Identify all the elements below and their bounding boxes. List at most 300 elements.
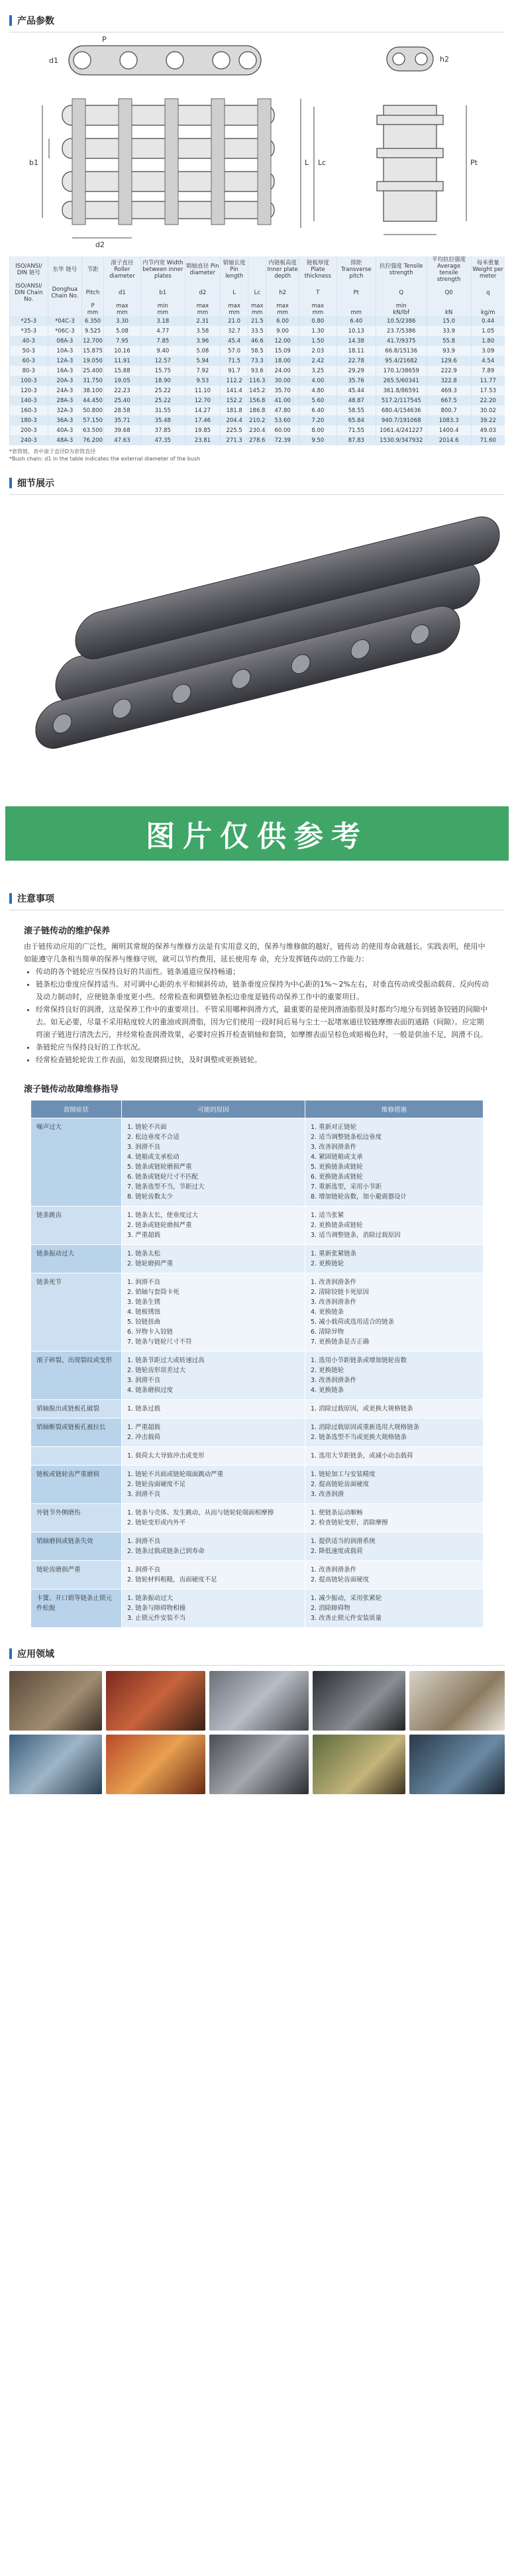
section-params-title	[9, 9, 505, 32]
spec-head-cell: 内链板高度 Inner plate depth	[266, 256, 299, 283]
fault-symptom: 销轴磨损或链条失效	[31, 1532, 122, 1561]
spec-cell: 12.57	[140, 356, 185, 366]
spec-cell: 48.87	[336, 396, 376, 405]
spec-cell: 7.89	[471, 366, 505, 376]
spec-cell: 41.7/9375	[376, 336, 427, 346]
section-params-label: 产品参数	[17, 16, 54, 27]
spec-cell: 93.9	[427, 346, 471, 356]
fault-symptom: 销轴脱出或链板孔破裂	[31, 1400, 122, 1419]
spec-cell: 17.53	[471, 386, 505, 396]
spec-cell: 71.5	[221, 356, 248, 366]
spec-cell: 2.31	[185, 316, 220, 326]
spec-head-cell: 滚子直径 Roller diameter	[103, 256, 140, 283]
spec-cell: 41.00	[266, 396, 299, 405]
spec-head-cell: kN/lbf	[376, 309, 427, 316]
spec-row	[10, 346, 505, 356]
fault-row	[31, 1447, 484, 1466]
spec-row	[10, 425, 505, 435]
spec-row	[10, 336, 505, 346]
spec-head-cell: 节距	[82, 256, 104, 283]
header-fixes: 维修措施	[305, 1100, 484, 1118]
fault-symptom: 卡簧、开口销等链条止锁元件松脱	[31, 1589, 122, 1628]
chain-drawing-svg	[9, 32, 505, 251]
fault-row	[31, 1273, 484, 1352]
label-L: L	[305, 158, 309, 167]
fault-symptom: 链板或链轮齿严重磨损	[31, 1466, 122, 1504]
spec-cell: *04C-3	[48, 316, 82, 326]
spec-cell: 31.750	[82, 376, 104, 386]
section-notes-label: 注意事项	[17, 894, 54, 904]
fault-fixes: 1. 链轮加工与安装精度 2. 提高链轮齿面硬度 3. 改善润滑	[305, 1466, 484, 1504]
spec-head-cell: max	[266, 303, 299, 309]
spec-cell: 35.76	[336, 376, 376, 386]
spec-cell: 35.71	[103, 415, 140, 425]
fault-fixes: 1. 选用小节距链条或增加链轮齿数 2. 更换链轮 3. 改善润滑条件 4. 更换链条	[305, 1352, 484, 1400]
spec-head-cell: b1	[140, 283, 185, 303]
fault-symptom: 噪声过大	[31, 1118, 122, 1207]
fault-causes: 1. 链条节距过大或转速过高 2. 链轮齿形误差过大 3. 润滑不良 4. 链条磨损过度	[122, 1352, 305, 1400]
maintenance-bullets	[24, 965, 490, 1066]
maintenance-bullet: • 条链轮应当保持良好的工作状况。	[36, 1041, 490, 1053]
spec-cell: 2.42	[299, 356, 336, 366]
spec-cell: *06C-3	[48, 326, 82, 336]
spec-head-cell	[427, 303, 471, 309]
fault-causes: 1. 润滑不良 2. 链轮材料粗糙，齿面硬度不足	[122, 1561, 305, 1589]
spec-head-cell: kg/m	[471, 309, 505, 316]
title-bar	[9, 893, 12, 904]
fault-causes: 1. 链条过载	[122, 1400, 305, 1419]
spec-cell: 15.09	[266, 346, 299, 356]
spec-cell: 22.78	[336, 356, 376, 366]
spec-cell: 181.8	[221, 405, 248, 415]
spec-row	[10, 386, 505, 396]
spec-cell: 19.85	[185, 425, 220, 435]
spec-row	[10, 326, 505, 336]
fault-row	[31, 1532, 484, 1561]
spec-cell: 140-3	[10, 396, 48, 405]
spec-head-cell: 每米重量 Weight per meter	[471, 256, 505, 283]
spec-note	[9, 448, 505, 462]
spec-cell: 12.00	[266, 336, 299, 346]
spec-cell: 6.00	[266, 316, 299, 326]
spec-cell: 30.00	[266, 376, 299, 386]
maintenance-bullet: • 链条松边垂度应保持适当。对可调中心距的水平和倾斜传动，链条垂度应保持为中心距的1%～2%左右，对垂直传动或受振动载荷、反向传动及动力制动时，应使链条垂度更小些。经常检查和调整链条松边垂度是链传动保养工作中的重要项目。	[36, 978, 490, 1003]
spec-row	[10, 356, 505, 366]
spec-cell: 29.29	[336, 366, 376, 376]
spec-row	[10, 435, 505, 445]
spec-cell: 53.60	[266, 415, 299, 425]
spec-cell: 23.81	[185, 435, 220, 445]
application-photo	[409, 1735, 505, 1794]
fault-fixes: 1. 选用大节距链条，或减小动态载荷	[305, 1447, 484, 1466]
spec-head-cell: mm	[103, 309, 140, 316]
fault-causes: 1. 链轮不共面或链轮端面跳动严重 2. 链轮齿面硬度不足 3. 润滑不良	[122, 1466, 305, 1504]
spec-row	[10, 366, 505, 376]
spec-cell: 3.18	[140, 316, 185, 326]
spec-cell: 186.8	[248, 405, 266, 415]
spec-head-cell: 平均抗拉强度 Average tensile strength	[427, 256, 471, 283]
spec-cell: 222.9	[427, 366, 471, 376]
section-detail-label: 细节展示	[17, 478, 54, 489]
spec-head-cell: max	[248, 303, 266, 309]
spec-cell: 180-3	[10, 415, 48, 425]
fault-symptom: 链条死节	[31, 1273, 122, 1352]
fault-fixes: 1. 使链条运动顺畅 2. 检查链轮变形，消除摩擦	[305, 1504, 484, 1532]
spec-cell: 95.4/21682	[376, 356, 427, 366]
spec-cell: 19.050	[82, 356, 104, 366]
section-apps-title	[9, 1642, 505, 1665]
spec-cell: 18.00	[266, 356, 299, 366]
spec-head-cell: h2	[266, 283, 299, 303]
spec-cell: 22.23	[103, 386, 140, 396]
spec-cell: 47.63	[103, 435, 140, 445]
spec-head-cell: Lc	[248, 283, 266, 303]
spec-cell: 12.70	[185, 396, 220, 405]
spec-row	[10, 316, 505, 326]
spec-cell: 76.200	[82, 435, 104, 445]
fault-fixes: 1. 消除过载原因，或更换大规格链条	[305, 1400, 484, 1419]
spec-head-cell: P	[82, 303, 104, 309]
spec-cell: 12A-3	[48, 356, 82, 366]
spec-head-cell: mm	[140, 309, 185, 316]
fault-fixes: 1. 改善润滑条件 2. 清除铰链卡死原因 3. 改善润滑条件 4. 更换链条 5. 减小载荷或选用适合的链条 6. 清除异物 7. 更换链条是否正确	[305, 1273, 484, 1352]
spec-cell: 200-3	[10, 425, 48, 435]
spec-cell: 35.48	[140, 415, 185, 425]
spec-head-cell	[336, 303, 376, 309]
spec-head-cell: max	[299, 303, 336, 309]
chain-photo	[9, 495, 505, 786]
spec-cell: 66.8/15136	[376, 346, 427, 356]
maintenance-intro: 由于链传动应用的广泛性，阐明其常规的保养与维修方法是有实用意义的，保养与维修做的越好，链传动 的使用寿命就越长。实践表明，使用中如能遵守几条相当简单的保养与维修守则，就可以节约费用，延长使用寿 命，充分发挥链传动的工作能力：	[24, 942, 486, 963]
spec-head-cell: ISO/ANSI/ DIN Chain No.	[10, 283, 48, 303]
spec-head-cell: mm	[82, 309, 104, 316]
fault-causes: 1. 严重超载 2. 冲击载荷	[122, 1419, 305, 1447]
spec-cell: 50-3	[10, 346, 48, 356]
spec-head-cell: mm	[299, 309, 336, 316]
spec-cell: 25.40	[103, 396, 140, 405]
fault-row	[31, 1504, 484, 1532]
label-b1: b1	[29, 158, 38, 167]
spec-cell: 116.3	[248, 376, 266, 386]
spec-cell: 0.80	[299, 316, 336, 326]
spec-cell: 19.05	[103, 376, 140, 386]
spec-cell: 469.3	[427, 386, 471, 396]
fault-fixes: 1. 重新张紧链条 2. 更换链轮	[305, 1245, 484, 1273]
spec-head-cell: mm	[248, 309, 266, 316]
spec-cell: 225.5	[221, 425, 248, 435]
spec-cell: 18.90	[140, 376, 185, 386]
spec-cell: 15.88	[103, 366, 140, 376]
fault-row	[31, 1352, 484, 1400]
section-apps-label: 应用领域	[17, 1649, 54, 1660]
spec-cell: 210.2	[248, 415, 266, 425]
maintenance-bullet: • 经常保持良好的润滑，这是保养工作中的重要项目。不管采用哪种润滑方式，最重要的是使润滑油脂很及时都均匀地分布到链条铰链的间隙中去。如无必要，尽量不采用粘度较大的重油或润滑脂，因为它们使用一段时间后易与尘土一起堵塞通往铰链摩擦表面的通路（间隙）。应定期将滚子链进行清洗去污，并经常检查润滑效果，必要时应拆开检查销轴和套筒，如摩擦表面呈棕色或暗褐色时，一般是供油不足，润滑不良。	[36, 1003, 490, 1041]
reference-banner	[5, 806, 509, 861]
spec-head-cell: 销轴长度 Pin length	[221, 256, 248, 283]
spec-cell: 0.44	[471, 316, 505, 326]
fault-row	[31, 1118, 484, 1207]
spec-cell: 55.8	[427, 336, 471, 346]
divider	[9, 1665, 505, 1666]
label-Pt: Pt	[470, 158, 478, 167]
fault-row	[31, 1589, 484, 1628]
spec-cell: 15.75	[140, 366, 185, 376]
title-bar	[9, 1648, 12, 1659]
spec-head-cell: Q0	[427, 283, 471, 303]
application-gallery	[9, 1671, 505, 1797]
spec-cell: 10A-3	[48, 346, 82, 356]
spec-cell: 93.6	[248, 366, 266, 376]
spec-cell: 9.00	[266, 326, 299, 336]
spec-head-cell: 排距 Transverse pitch	[336, 256, 376, 283]
spec-head-cell: max	[185, 303, 220, 309]
fault-fixes: 1. 重新对正链轮 2. 适当调整链条松边垂度 3. 改善润滑条件 4. 紧固链箱或支承 5. 更换链条或链轮 6. 更换链条或链轮 7. 重新选型，采用小节距 8. 增加链轮齿数，加小避震器设计	[305, 1118, 484, 1207]
spec-cell: 39.68	[103, 425, 140, 435]
spec-cell: 1530.9/347932	[376, 435, 427, 445]
spec-cell: 15.0	[427, 316, 471, 326]
spec-head-cell: Q	[376, 283, 427, 303]
spec-cell: 5.08	[103, 326, 140, 336]
fault-table-body	[31, 1118, 484, 1628]
fault-table-title: 滚子链传动故障维修指导	[24, 1085, 119, 1095]
spec-cell: 4.54	[471, 356, 505, 366]
spec-cell: 141.4	[221, 386, 248, 396]
spec-cell: 80-3	[10, 366, 48, 376]
spec-cell: 7.85	[140, 336, 185, 346]
spec-cell: 16A-3	[48, 366, 82, 376]
spec-head-cell: 内节内宽 Width between inner plates	[140, 256, 185, 283]
spec-cell: 120-3	[10, 386, 48, 396]
spec-cell: 35.70	[266, 386, 299, 396]
spec-cell: 129.6	[427, 356, 471, 366]
section-notes-title	[9, 887, 505, 910]
spec-cell: 50.800	[82, 405, 104, 415]
spec-cell: 2.03	[299, 346, 336, 356]
application-photo	[106, 1735, 205, 1794]
spec-note-en: *Bush chain: d1 in the table indicates the external diameter of the bush	[9, 456, 201, 462]
spec-cell: 14.27	[185, 405, 220, 415]
spec-cell: 3.58	[185, 326, 220, 336]
fault-causes: 1. 链条太松 2. 链轮磨损严重	[122, 1245, 305, 1273]
fault-row	[31, 1245, 484, 1273]
spec-cell: 15.875	[82, 346, 104, 356]
spec-cell: 1061.4/241227	[376, 425, 427, 435]
spec-cell: 58.55	[336, 405, 376, 415]
fault-symptom	[31, 1447, 122, 1466]
spec-cell: 940.7/191068	[376, 415, 427, 425]
spec-cell: 1.05	[471, 326, 505, 336]
header-causes: 可能的原因	[122, 1100, 305, 1118]
spec-cell: 73.3	[248, 356, 266, 366]
spec-cell: 57.150	[82, 415, 104, 425]
section-detail-title	[9, 472, 505, 494]
spec-cell: 63.500	[82, 425, 104, 435]
spec-cell: 32.7	[221, 326, 248, 336]
spec-head-cell: kN	[427, 309, 471, 316]
spec-cell: 71.60	[471, 435, 505, 445]
spec-cell: 38.100	[82, 386, 104, 396]
fault-table-header	[31, 1100, 484, 1118]
spec-cell: 667.5	[427, 396, 471, 405]
spec-cell: 800.7	[427, 405, 471, 415]
fault-causes: 1. 链条太长，使垂度过大 2. 链条或链轮磨损严重 3. 严重超载	[122, 1207, 305, 1245]
spec-head-cell: Donghua Chain No.	[48, 283, 82, 303]
spec-cell: 21.0	[221, 316, 248, 326]
spec-cell: 204.4	[221, 415, 248, 425]
spec-head-cell: ISO/ANSI/ DIN 链号	[10, 256, 48, 283]
spec-cell: 1.80	[471, 336, 505, 346]
spec-cell: 517.2/117545	[376, 396, 427, 405]
spec-cell: 6.40	[299, 405, 336, 415]
spec-head-cell: mm	[336, 309, 376, 316]
spec-head-cell: mm	[221, 309, 248, 316]
spec-head-cell: Pt	[336, 283, 376, 303]
label-d1: d1	[49, 56, 58, 65]
spec-cell: 40-3	[10, 336, 48, 346]
spec-cell: 2014.6	[427, 435, 471, 445]
label-Lc: Lc	[318, 158, 327, 167]
spec-row	[10, 376, 505, 386]
application-photo	[313, 1671, 405, 1731]
label-P: P	[102, 35, 107, 44]
application-photo	[106, 1671, 205, 1731]
spec-cell: 7.92	[185, 366, 220, 376]
fault-symptom: 滚子碎裂、出现裂纹或变形	[31, 1352, 122, 1400]
spec-cell: 156.8	[248, 396, 266, 405]
spec-cell: 46.6	[248, 336, 266, 346]
spec-cell: 5.60	[299, 396, 336, 405]
spec-cell: 25.400	[82, 366, 104, 376]
spec-cell: 3.30	[103, 316, 140, 326]
fault-fixes: 1. 减少振动，采用张紧轮 2. 消除障碍物 3. 改善止锁元件安装质量	[305, 1589, 484, 1628]
spec-cell: 49.03	[471, 425, 505, 435]
fault-row	[31, 1419, 484, 1447]
fault-fixes: 1. 适当张紧 2. 更换链条或链轮 3. 适当调整链条，消除过载原因	[305, 1207, 484, 1245]
spec-cell: 18.11	[336, 346, 376, 356]
spec-head-cell: T	[299, 283, 336, 303]
spec-head-cell: mm	[185, 309, 220, 316]
spec-cell: 39.22	[471, 415, 505, 425]
spec-cell: 24A-3	[48, 386, 82, 396]
spec-note-cn: *套筒链，表中滚子直径D为套筒直径	[9, 449, 96, 455]
chain-photo-svg	[9, 495, 505, 786]
spec-head-cell	[10, 303, 48, 309]
chain-technical-drawing	[9, 32, 505, 251]
spec-head-cell: mm	[266, 309, 299, 316]
header-symptom: 故障症状	[31, 1100, 122, 1118]
spec-cell: 9.40	[140, 346, 185, 356]
spec-cell: 33.9	[427, 326, 471, 336]
spec-cell: 60.00	[266, 425, 299, 435]
spec-head-cell: min	[140, 303, 185, 309]
spec-row	[10, 415, 505, 425]
spec-cell: 4.00	[299, 376, 336, 386]
maintenance-bullet: • 传动的各个链轮应当保持良好的共面性。链条通道应保持畅通；	[36, 965, 490, 978]
spec-cell: 4.77	[140, 326, 185, 336]
spec-cell: 24.00	[266, 366, 299, 376]
spec-head-cell	[10, 309, 48, 316]
spec-row	[10, 396, 505, 405]
spec-cell: 240-3	[10, 435, 48, 445]
spec-cell: 31.55	[140, 405, 185, 415]
spec-cell: 361.8/86591	[376, 386, 427, 396]
spec-cell: 65.84	[336, 415, 376, 425]
spec-head-row	[10, 303, 505, 309]
spec-cell: 14.38	[336, 336, 376, 346]
spec-head-cell	[248, 256, 266, 283]
spec-cell: 9.50	[299, 435, 336, 445]
fault-symptom: 链条跳齿	[31, 1207, 122, 1245]
fault-symptom: 外链节外侧磨伤	[31, 1504, 122, 1532]
spec-cell: 25.22	[140, 396, 185, 405]
spec-cell: 28A-3	[48, 396, 82, 405]
fault-fixes: 1. 改善润滑条件 2. 提高链轮齿面硬度	[305, 1561, 484, 1589]
spec-head-cell: 链板厚度 Plate thickness	[299, 256, 336, 283]
spec-cell: 230.4	[248, 425, 266, 435]
spec-cell: 36A-3	[48, 415, 82, 425]
spec-cell: 1.30	[299, 326, 336, 336]
application-photo	[209, 1735, 309, 1794]
spec-cell: 21.5	[248, 316, 266, 326]
spec-cell: 58.5	[248, 346, 266, 356]
spec-cell: 9.53	[185, 376, 220, 386]
spec-cell: 47.80	[266, 405, 299, 415]
spec-cell: 45.44	[336, 386, 376, 396]
title-bar	[9, 478, 12, 488]
fault-causes: 1. 载荷太大导致冲击或变形	[122, 1447, 305, 1466]
title-bar	[9, 15, 12, 26]
maintenance-title: 滚子链传动的维护保养	[24, 926, 111, 936]
spec-cell: 112.2	[221, 376, 248, 386]
spec-head-cell	[48, 303, 82, 309]
spec-cell: 12.700	[82, 336, 104, 346]
spec-cell: 7.95	[103, 336, 140, 346]
fault-symptom: 销轴断裂或链板孔被拉长	[31, 1419, 122, 1447]
fault-causes: 1. 链条与壳体、发生跳动、从而与链轮轮端面相摩擦 2. 链轮变形或内外平	[122, 1504, 305, 1532]
spec-cell: 680.4/154636	[376, 405, 427, 415]
application-photo	[313, 1735, 405, 1794]
spec-cell: 11.10	[185, 386, 220, 396]
spec-cell: 1400.4	[427, 425, 471, 435]
fault-symptom: 链轮齿磨损严重	[31, 1561, 122, 1589]
spec-cell: 278.6	[248, 435, 266, 445]
spec-cell: 152.2	[221, 396, 248, 405]
spec-cell: 3.96	[185, 336, 220, 346]
spec-head-cell: min	[376, 303, 427, 309]
spec-table-head	[10, 256, 505, 316]
spec-head-cell: d1	[103, 283, 140, 303]
spec-cell: 8.00	[299, 425, 336, 435]
spec-cell: 9.525	[82, 326, 104, 336]
fault-fixes: 1. 提供适当的润滑系统 2. 降低速度或载荷	[305, 1532, 484, 1561]
fault-table	[30, 1100, 484, 1628]
fault-causes: 1. 链轮不共面 2. 松边垂度不合适 3. 润滑不良 4. 链箱或支承松动 5. 链条或链轮磨损严重 6. 链条或链轮尺寸不匹配 7. 链条选型不当，节距过大 8. 链轮齿数太少	[122, 1118, 305, 1207]
spec-cell: 10.5/2386	[376, 316, 427, 326]
banner-text: 图片仅供参考	[146, 820, 368, 853]
spec-cell: 23.7/5386	[376, 326, 427, 336]
spec-head-row	[10, 256, 505, 283]
spec-cell: 5.08	[185, 346, 220, 356]
spec-cell: 145.2	[248, 386, 266, 396]
spec-head-cell: max	[103, 303, 140, 309]
spec-cell: 160-3	[10, 405, 48, 415]
spec-table-body	[10, 316, 505, 445]
spec-head-cell: 抗拉强度 Tensile strength	[376, 256, 427, 283]
spec-table	[9, 256, 505, 445]
label-d2: d2	[95, 241, 105, 249]
spec-head-cell: 东华 链号	[48, 256, 82, 283]
spec-cell: 100-3	[10, 376, 48, 386]
